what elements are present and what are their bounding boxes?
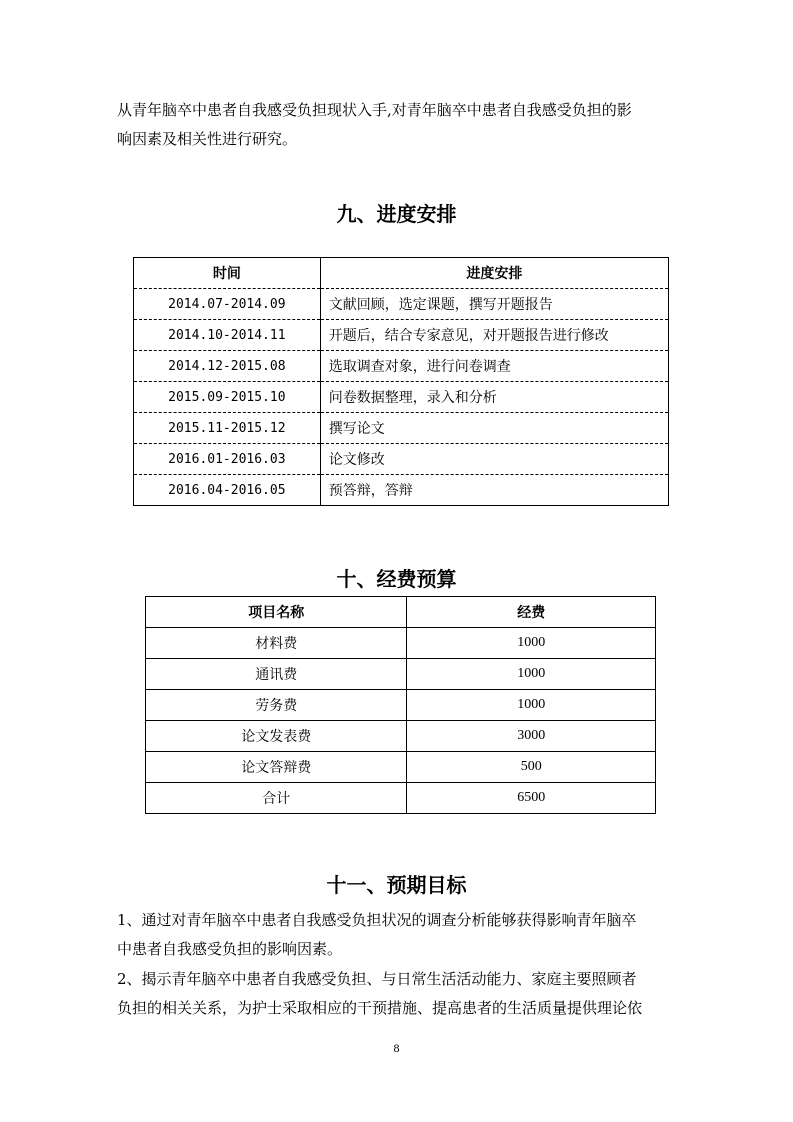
cost-cell: 1000	[407, 628, 656, 659]
page-number: 8	[393, 1041, 400, 1055]
time-cell: 2015.11-2015.12	[134, 413, 321, 444]
plan-cell: 开题后，结合专家意见，对开题报告进行修改	[320, 320, 668, 351]
time-cell: 2014.10-2014.11	[134, 320, 321, 351]
table-row	[146, 752, 656, 783]
time-cell: 2016.01-2016.03	[134, 444, 321, 475]
intro-paragraph	[117, 96, 677, 154]
table-row	[146, 783, 656, 814]
intro-line-2: 响因素及相关性进行研究。	[117, 130, 298, 148]
item-cell: 材料费	[146, 628, 407, 659]
cost-cell: 1000	[407, 690, 656, 721]
section-title-goals: 十一、预期目标	[326, 873, 467, 897]
item-cell: 论文发表费	[146, 721, 407, 752]
table-row	[134, 351, 669, 382]
table-row	[134, 444, 669, 475]
cost-cell: 1000	[407, 659, 656, 690]
column-header-time: 时间	[134, 258, 321, 289]
goal-2-line-2: 负担的相关关系，为护士采取相应的干预措施、提高患者的生活质量提供理论依	[117, 999, 643, 1017]
table-row	[134, 320, 669, 351]
table-row	[134, 289, 669, 320]
goal-2-line-1: 2、揭示青年脑卒中患者自我感受负担、与日常生活活动能力、家庭主要照顾者	[117, 970, 637, 988]
plan-cell: 文献回顾，选定课题，撰写开题报告	[320, 289, 668, 320]
time-cell: 2014.12-2015.08	[134, 351, 321, 382]
time-cell: 2014.07-2014.09	[134, 289, 321, 320]
plan-cell: 选取调查对象，进行问卷调查	[320, 351, 668, 382]
plan-cell: 撰写论文	[320, 413, 668, 444]
budget-table	[145, 596, 656, 814]
table-row	[146, 659, 656, 690]
item-cell: 论文答辩费	[146, 752, 407, 783]
table-row	[146, 721, 656, 752]
table-row	[146, 628, 656, 659]
cost-cell: 6500	[407, 783, 656, 814]
table-header-row	[146, 597, 656, 628]
plan-cell: 论文修改	[320, 444, 668, 475]
cost-cell: 3000	[407, 721, 656, 752]
table-header-row	[134, 258, 669, 289]
goal-1-paragraph	[117, 906, 677, 964]
cost-cell: 500	[407, 752, 656, 783]
schedule-table	[133, 257, 669, 506]
time-cell: 2015.09-2015.10	[134, 382, 321, 413]
item-cell: 通讯费	[146, 659, 407, 690]
time-cell: 2016.04-2016.05	[134, 475, 321, 506]
goal-1-line-2: 中患者自我感受负担的影响因素。	[117, 940, 343, 958]
table-row	[134, 382, 669, 413]
intro-line-1: 从青年脑卒中患者自我感受负担现状入手,对青年脑卒中患者自我感受负担的影	[117, 101, 632, 119]
table-row	[146, 690, 656, 721]
column-header-item: 项目名称	[146, 597, 407, 628]
section-title-schedule: 九、进度安排	[336, 202, 457, 226]
table-row	[134, 475, 669, 506]
plan-cell: 预答辩，答辩	[320, 475, 668, 506]
goal-2-paragraph	[117, 965, 677, 1023]
column-header-cost: 经费	[407, 597, 656, 628]
column-header-plan: 进度安排	[320, 258, 668, 289]
item-cell: 劳务费	[146, 690, 407, 721]
item-cell: 合计	[146, 783, 407, 814]
table-row	[134, 413, 669, 444]
plan-cell: 问卷数据整理，录入和分析	[320, 382, 668, 413]
goal-1-line-1: 1、通过对青年脑卒中患者自我感受负担状况的调查分析能够获得影响青年脑卒	[117, 911, 637, 929]
section-title-budget: 十、经费预算	[336, 567, 457, 591]
